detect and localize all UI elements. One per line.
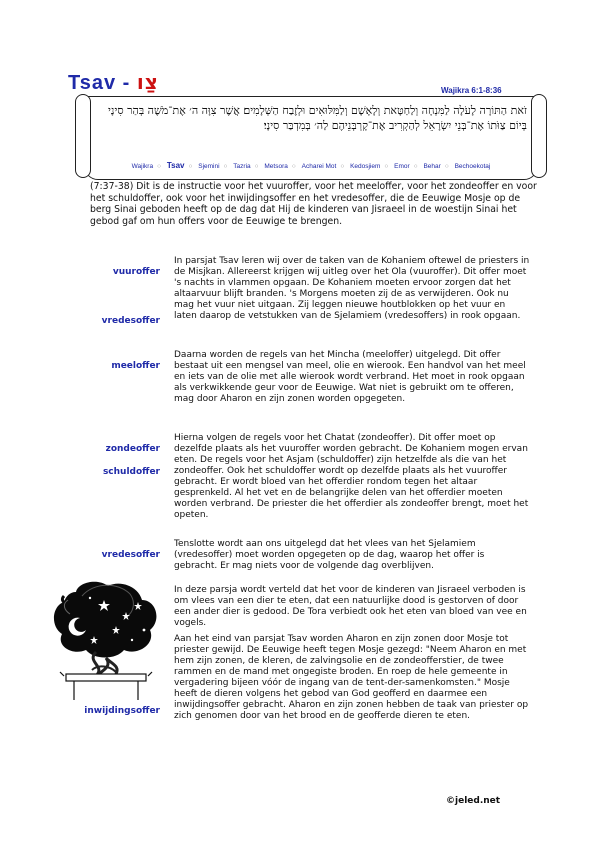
margin-label-inwijdingsoffer: inwijdingsoffer xyxy=(84,706,160,716)
paragraph-sjelamiem xyxy=(174,539,530,572)
margin-label-vredesoffer-2: vredesoffer xyxy=(101,550,160,560)
altar-smoke-illustration xyxy=(46,574,164,704)
nav-link-wajikra[interactable]: Wajikra xyxy=(131,163,154,170)
copyright-footer: ©jeled.net xyxy=(446,796,501,806)
hebrew-verse: זֹאת הַתּוֹרָה לָעֹלָה לַמִּנְחָה וְלַחַטָּאת וְלָאָשָׁם וְלַמִּלּוּאִים וּלְזֶבַח הַשְּׁלָמִים׃ אֲשֶׁר צִוָּה ה׳ אֶת־מֹשֶׁה בְּהַר סִינָי בְּיוֹם צַוֹּתוֹ אֶת־בְּנֵי יִשְׂרָאֵל לְהַקְרִיב אֶת־קָרְבְּנֵיהֶם לַה׳ בְּמִדְבַּר סִינָי׃ xyxy=(108,104,527,132)
margin-label-vuuroffer: vuuroffer xyxy=(112,267,160,277)
nav-link-sjemini[interactable]: Sjemini xyxy=(198,163,220,170)
nav-link-emor[interactable]: Emor xyxy=(394,163,410,170)
nav-link-bechoekotaj[interactable]: Bechoekotaj xyxy=(454,163,491,170)
title-text: Tsav - xyxy=(68,72,131,94)
nav-link-kedosjiem[interactable]: Kedosjiem xyxy=(350,163,381,170)
verse-reference: Wajikra 6:1-8:36 xyxy=(441,86,502,95)
paragraph-text: Hierna volgen de regels voor het Chatat (zondeoffer). Dit offer moet op dezelfde plaats als het vuuroffer worden gebracht. De Kohaniem mogen ervan eten. De regels voor het Asjam (schuldoffer) zijn hetzelfde als die van het zondeoffer. Ook het schuldoffer wordt op dezelfde plaats als het vuuroffer gebracht. Er wordt bloed van het offerdier rondom tegen het altaar gesprenkeld. Al het vet en de belangrijke delen van het offerdier moeten worden verbrand. De priester die het offerdier als zondeoffer brengt, moet het opeten. xyxy=(174,433,529,520)
paragraph-mincha xyxy=(174,350,530,405)
nav-link-behar[interactable]: Behar xyxy=(423,163,441,170)
paragraph-text: Tenslotte wordt aan ons uitgelegd dat het vlees van het Sjelamiem (vredesoffer) moet worden opgegeten op de dag, waarop het offer is gebracht. Er mag niets voor de volgende dag overblijven. xyxy=(174,539,485,571)
intro-paragraph: (7:37-38) Dit is de instructie voor het vuuroffer, voor het meeloffer, voor het zondeoffer en voor het schuldoffer, ook voor het inwijdingsoffer en het vredesoffer, die de Eeuwige Mosje op de berg Sinai geboden heeft op de dag dat Hij de kinderen van Jisraeel in de woestijn Sinai het gebod gaf om hun offers voor de Eeuwige te brengen. xyxy=(90,181,537,227)
margin-label-zondeoffer: zondeoffer xyxy=(105,444,160,454)
paragraph-ola xyxy=(174,256,530,322)
paragraph-text: Aan het eind van parsjat Tsav worden Aharon en zijn zonen door Mosje tot priester gewijd. De Eeuwige heeft tegen Mosje gezegd: "Neem Aharon en met hem zijn zonen, de kleren, de zalvingsolie en de zondeofferstier, de twee rammen en de mand met ongegiste broden. En roep de hele gemeente in vergadering bijeen vóór de ingang van de tent-der-samenkomsten." Mosje heeft de dieren volgens het gebod van God geofferd en daarmee een inwijdingsoffer gebracht. Aharon en zijn zonen hebben de taak van priester op zich genomen door van het brood en de geofferde dieren te eten. xyxy=(174,634,529,721)
paragraph-chatat xyxy=(174,433,530,521)
title-hebrew: צַו xyxy=(136,70,159,94)
page-title xyxy=(68,70,159,95)
paragraph-text: Daarna worden de regels van het Mincha (meeloffer) uitgelegd. Dit offer bestaat uit een mengsel van meel, olie en wierook. Een handvol van het meel en iets van de olie met alle wierook wordt verbrand. Het moet in rook opgaan als verkwikkende geur voor de Eeuwige. Wat niet is gebruikt om te offeren, mag door Aharon en zijn zonen worden opgegeten. xyxy=(174,350,526,404)
margin-label-vredesoffer: vredesoffer xyxy=(101,316,160,326)
nav-link-acharei-mot[interactable]: Acharei Mot xyxy=(301,163,337,170)
nav-link-metsora[interactable]: Metsora xyxy=(264,163,288,170)
paragraph-text: In deze parsja wordt verteld dat het voor de kinderen van Jisraeel verboden is om vlees van een dier te eten, dat een natuurlijke dood is gestorven of door een ander dier is gedood. De Tora verbiedt ook het eten van bloed van vee en vogels. xyxy=(174,585,527,628)
nav-link-tsav[interactable]: Tsav xyxy=(166,161,185,170)
parsha-nav: Wajikra ○ Tsav ○ Sjemini ○ Tazria ○ Metsora ○ Acharei Mot ○ Kedosjiem ○ Emor ○ Behar ○ Bechoekotaj xyxy=(131,161,491,170)
margin-label-schuldoffer: schuldoffer xyxy=(102,467,160,477)
nav-link-tazria[interactable]: Tazria xyxy=(233,163,251,170)
torah-scroll-box xyxy=(84,96,538,180)
paragraph-forbidden xyxy=(174,585,530,629)
paragraph-inwijding xyxy=(174,634,530,722)
margin-label-meeloffer: meeloffer xyxy=(111,361,160,371)
paragraph-text: In parsjat Tsav leren wij over de taken van de Kohaniem oftewel de priesters in de Misjkan. Allereerst krijgen wij uitleg over het Ola (vuuroffer). Dit offer moet 's nachts in vlammen opgaan. De Kohaniem moeten ervoor zorgen dat het altaarvuur blijft branden. 's Morgens moeten zij de as verwijderen. Ook nu mag het vuur niet uitgaan. Zij leggen nieuwe houtblokken op het vuur en laten daarop de vetstukken van de Sjelamiem (vredesoffers) in rook opgaan. xyxy=(174,256,530,321)
